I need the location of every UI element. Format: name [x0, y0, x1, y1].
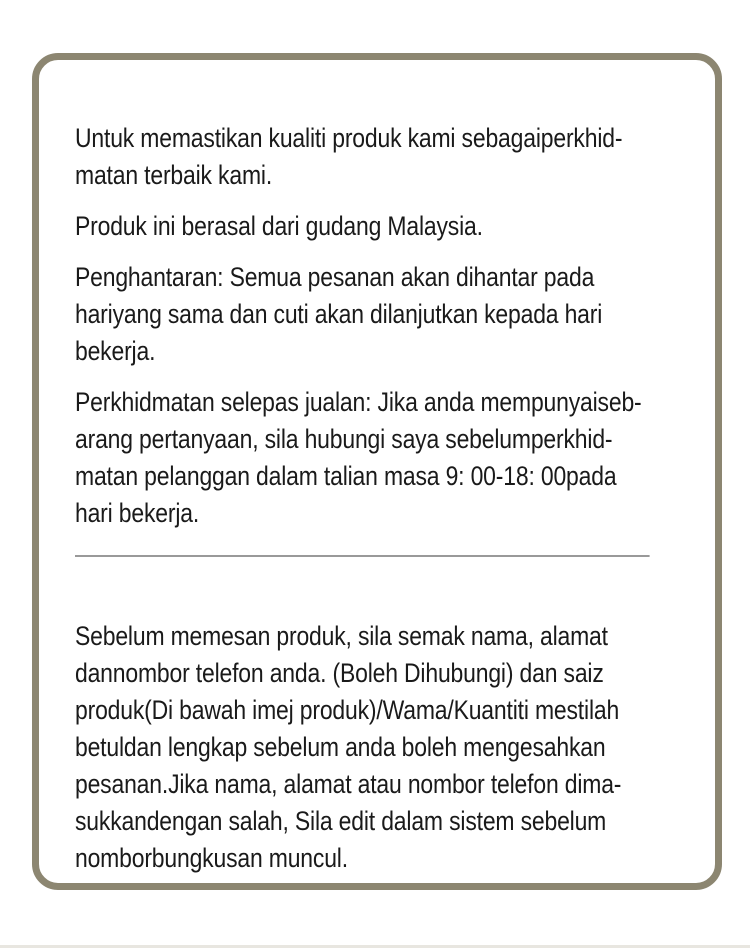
text-line: Produk ini berasal dari gudang Malaysia. [75, 211, 483, 241]
paragraph-shipping [75, 259, 662, 370]
notice-card [32, 53, 722, 890]
text-line: nomborbungkusan muncul. [75, 843, 348, 873]
text-line: sukkandengan salah, Sila edit dalam sistem sebelum [75, 806, 607, 836]
bottom-edge-line [0, 945, 750, 948]
text-line: bekerja. [75, 336, 156, 366]
paragraph-after-sales [75, 384, 662, 532]
text-line: pesanan.Jika nama, alamat atau nombor telefon dima- [75, 769, 622, 799]
paragraph-quality [75, 120, 662, 194]
text-line: matan pelanggan dalam talian masa 9: 00-18: 00pada [75, 461, 617, 491]
paragraph-order-check [75, 618, 662, 877]
text-line: Sebelum memesan produk, sila semak nama, alamat [75, 621, 608, 651]
text-line: betuldan lengkap sebelum anda boleh mengesahkan [75, 732, 606, 762]
text-line: arang pertanyaan, sila hubungi saya sebelumperkhid- [75, 424, 613, 454]
divider-line [75, 555, 650, 557]
text-line: hariyang sama dan cuti akan dilanjutkan kepada hari [75, 299, 603, 329]
text-line: matan terbaik kami. [75, 160, 273, 190]
notice-text-block [75, 120, 662, 890]
text-line: hari bekerja. [75, 498, 200, 528]
text-line: Penghantaran: Semua pesanan akan dihantar pada [75, 262, 595, 292]
text-line: produk(Di bawah imej produk)/Wama/Kuantiti mestilah [75, 695, 620, 725]
text-line: Perkhidmatan selepas jualan: Jika anda mempunyaiseb- [75, 387, 642, 417]
text-line: dannombor telefon anda. (Boleh Dihubungi) dan saiz [75, 658, 604, 688]
text-line: Untuk memastikan kualiti produk kami sebagaiperkhid- [75, 123, 623, 153]
paragraph-origin [75, 208, 662, 245]
